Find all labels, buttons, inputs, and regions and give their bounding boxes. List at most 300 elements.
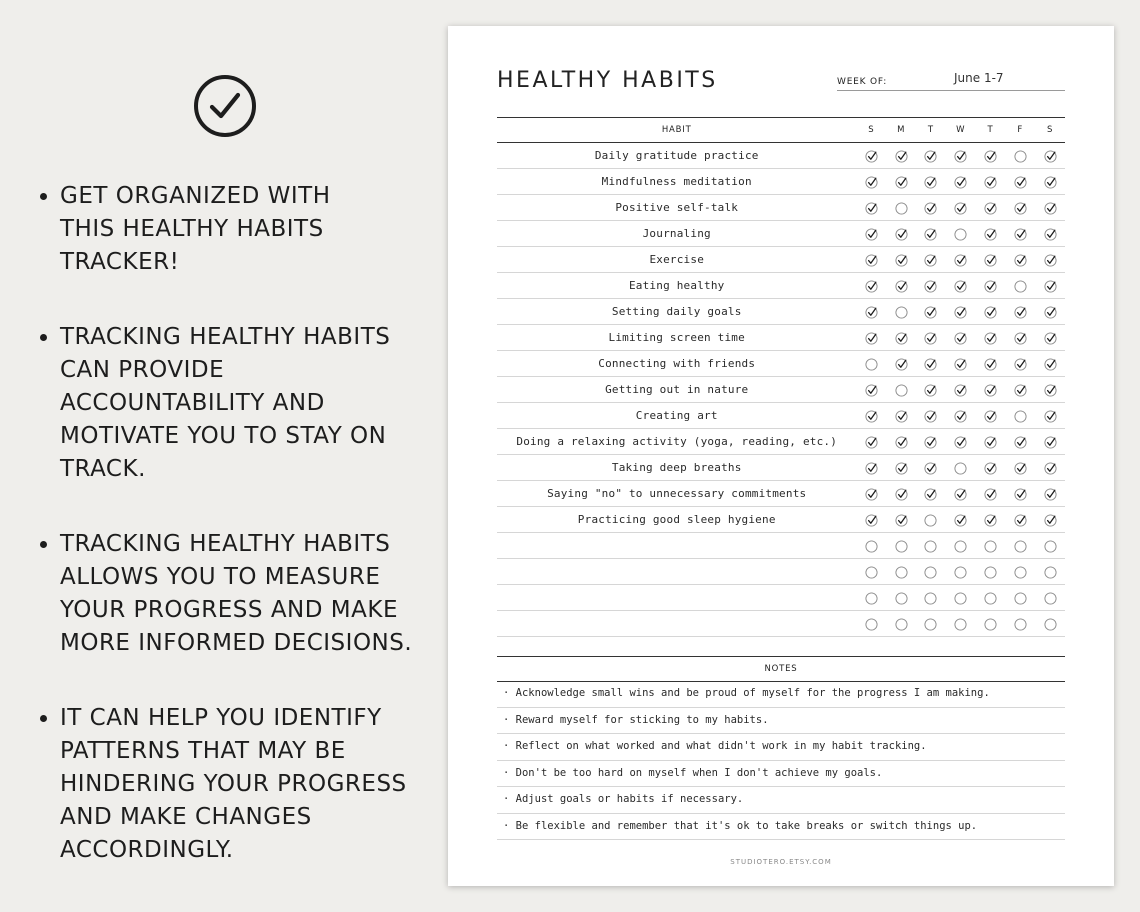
day-cell [1035,611,1065,637]
day-cell [1005,169,1035,195]
day-cell [856,169,886,195]
empty-circle-icon[interactable] [984,566,997,579]
day-cell [856,611,886,637]
day-cell [976,429,1006,455]
checked-circle-icon[interactable] [895,488,908,501]
checked-circle-icon[interactable] [954,176,967,189]
checked-circle-icon[interactable] [1014,514,1027,527]
day-cell [856,507,886,533]
empty-circle-icon[interactable] [954,566,967,579]
habit-row [497,299,1065,325]
empty-circle-icon[interactable] [954,540,967,553]
checked-circle-icon[interactable] [865,488,878,501]
empty-circle-icon[interactable] [865,540,878,553]
checked-circle-icon[interactable] [1044,228,1057,241]
habit-name[interactable] [497,611,856,637]
habit-row [497,429,1065,455]
day-cell [886,507,916,533]
checked-circle-icon[interactable] [895,462,908,475]
day-cell [946,221,976,247]
day-cell [856,429,886,455]
day-cell [916,221,946,247]
day-cell [1005,481,1035,507]
day-cell [1005,221,1035,247]
day-cell [1035,169,1065,195]
checked-circle-icon[interactable] [865,410,878,423]
checked-circle-icon[interactable] [924,254,937,267]
empty-circle-icon[interactable] [1044,566,1057,579]
checked-circle-icon[interactable] [924,332,937,345]
checked-circle-icon[interactable] [984,332,997,345]
habit-table [497,117,1065,637]
checked-circle-icon[interactable] [1014,254,1027,267]
habit-row [497,351,1065,377]
checked-circle-icon[interactable] [865,332,878,345]
habit-name[interactable]: Daily gratitude practice [497,143,856,169]
day-cell [916,611,946,637]
day-cell [886,143,916,169]
day-cell [856,559,886,585]
day-cell [1005,143,1035,169]
notes-header: NOTES [497,656,1065,682]
day-cell [916,481,946,507]
day-cell [1035,429,1065,455]
day-cell [946,169,976,195]
habit-row [497,533,1065,559]
checked-circle-icon[interactable] [984,410,997,423]
day-cell [976,247,1006,273]
checked-circle-icon[interactable] [865,462,878,475]
checked-circle-icon[interactable] [954,332,967,345]
checked-circle-icon[interactable] [865,176,878,189]
day-cell [1005,559,1035,585]
feature-bullet: IT CAN HELP YOU IDENTIFY PATTERNS THAT MAY BE HINDERING YOUR PROGRESS AND MAKE CHANGES ACCORDINGLY. [38,702,430,867]
checked-circle-icon[interactable] [865,254,878,267]
day-cell [1005,533,1035,559]
checked-circle-icon[interactable] [954,358,967,371]
day-cell [886,273,916,299]
empty-circle-icon[interactable] [1014,540,1027,553]
day-cell [886,585,916,611]
checked-circle-icon[interactable] [984,280,997,293]
empty-circle-icon[interactable] [984,540,997,553]
note-item: · Adjust goals or habits if necessary. [497,787,1065,814]
note-item: · Reward myself for sticking to my habits. [497,708,1065,735]
checked-circle-icon[interactable] [924,436,937,449]
day-cell [1005,403,1035,429]
empty-circle-icon[interactable] [1014,618,1027,631]
checked-circle-icon[interactable] [1044,332,1057,345]
day-cell [1005,195,1035,221]
checked-circle-icon[interactable] [1014,228,1027,241]
checked-circle-icon[interactable] [984,384,997,397]
empty-circle-icon[interactable] [1044,618,1057,631]
day-cell [886,455,916,481]
habit-row [497,195,1065,221]
feature-bullets [38,180,436,909]
note-item: · Don't be too hard on myself when I don't achieve my goals. [497,761,1065,788]
day-cell [976,351,1006,377]
day-cell [1035,585,1065,611]
habit-tracker-sheet [448,26,1114,886]
day-cell [916,351,946,377]
checked-circle-icon[interactable] [895,436,908,449]
checked-circle-icon[interactable] [954,410,967,423]
empty-circle-icon[interactable] [865,618,878,631]
day-cell [916,429,946,455]
day-cell [916,195,946,221]
checked-circle-icon[interactable] [924,462,937,475]
checked-circle-icon[interactable] [1014,176,1027,189]
day-cell [916,325,946,351]
habit-name[interactable]: Eating healthy [497,273,856,299]
habit-name[interactable]: Taking deep breaths [497,455,856,481]
checked-circle-icon[interactable] [865,280,878,293]
checked-circle-icon[interactable] [984,488,997,501]
checked-circle-icon[interactable] [865,514,878,527]
checked-circle-icon[interactable] [895,254,908,267]
checked-circle-icon[interactable] [1044,202,1057,215]
checked-circle-icon[interactable] [924,384,937,397]
checked-circle-icon[interactable] [1014,202,1027,215]
day-cell [1035,403,1065,429]
day-cell [856,143,886,169]
empty-circle-icon[interactable] [954,592,967,605]
week-of-label: WEEK OF: [837,77,888,87]
day-cell [886,195,916,221]
day-cell [886,403,916,429]
day-cell [1005,351,1035,377]
day-cell [856,221,886,247]
day-cell [886,325,916,351]
day-column-header: T [916,118,946,143]
habit-name[interactable]: Journaling [497,221,856,247]
day-cell [976,195,1006,221]
day-cell [1035,143,1065,169]
day-cell [1005,325,1035,351]
habit-name[interactable] [497,559,856,585]
day-column-header: S [856,118,886,143]
day-cell [1005,247,1035,273]
day-cell [946,455,976,481]
day-cell [886,429,916,455]
day-cell [976,533,1006,559]
day-cell [856,351,886,377]
day-cell [976,481,1006,507]
day-cell [976,455,1006,481]
day-cell [1035,455,1065,481]
day-cell [916,455,946,481]
feature-bullet: GET ORGANIZED WITH THIS HEALTHY HABITS TRACKER! [38,180,390,279]
checked-circle-icon[interactable] [895,410,908,423]
empty-circle-icon[interactable] [984,592,997,605]
checked-circle-icon[interactable] [924,358,937,371]
checked-circle-icon[interactable] [1014,358,1027,371]
empty-circle-icon[interactable] [865,592,878,605]
checked-circle-icon[interactable] [1044,488,1057,501]
day-cell [1005,299,1035,325]
checked-circle-icon[interactable] [1014,488,1027,501]
empty-circle-icon[interactable] [895,202,908,215]
checked-circle-icon[interactable] [895,228,908,241]
checked-circle-icon[interactable] [1044,254,1057,267]
day-cell [1035,195,1065,221]
day-cell [856,195,886,221]
habit-name[interactable]: Positive self-talk [497,195,856,221]
empty-circle-icon[interactable] [895,306,908,319]
empty-circle-icon[interactable] [924,540,937,553]
empty-circle-icon[interactable] [1014,150,1027,163]
checked-circle-icon[interactable] [954,488,967,501]
week-of-underline [837,90,1065,91]
day-cell [886,169,916,195]
habit-name[interactable]: Getting out in nature [497,377,856,403]
notes-list [497,681,1065,840]
empty-circle-icon[interactable] [895,540,908,553]
checked-circle-icon[interactable] [1014,436,1027,449]
checked-circle-icon[interactable] [895,358,908,371]
day-cell [856,247,886,273]
checked-circle-icon[interactable] [954,280,967,293]
day-cell [886,351,916,377]
empty-circle-icon[interactable] [1044,540,1057,553]
day-cell [1035,377,1065,403]
day-cell [1035,221,1065,247]
day-cell [976,299,1006,325]
day-cell [1035,351,1065,377]
habit-name[interactable]: Connecting with friends [497,351,856,377]
day-cell [1005,273,1035,299]
checked-circle-icon[interactable] [984,176,997,189]
checked-circle-icon[interactable] [1044,306,1057,319]
checked-circle-icon[interactable] [1044,462,1057,475]
day-cell [946,429,976,455]
checked-circle-icon[interactable] [895,176,908,189]
habit-row [497,585,1065,611]
empty-circle-icon[interactable] [954,618,967,631]
empty-circle-icon[interactable] [1014,592,1027,605]
checked-circle-icon[interactable] [924,228,937,241]
day-cell [886,481,916,507]
footer-url: STUDIOTERO.ETSY.COM [730,858,832,866]
empty-circle-icon[interactable] [924,592,937,605]
checked-circle-icon[interactable] [984,514,997,527]
checked-circle-icon[interactable] [865,436,878,449]
day-cell [976,585,1006,611]
day-cell [946,533,976,559]
day-cell [1035,507,1065,533]
habit-name[interactable]: Mindfulness meditation [497,169,856,195]
day-cell [976,403,1006,429]
day-cell [856,403,886,429]
checked-circle-icon[interactable] [1044,384,1057,397]
day-cell [976,507,1006,533]
day-cell [946,195,976,221]
checked-circle-icon[interactable] [984,254,997,267]
checked-circle-icon[interactable] [954,514,967,527]
day-cell [946,507,976,533]
habit-row [497,377,1065,403]
day-cell [916,403,946,429]
day-cell [886,559,916,585]
checked-circle-icon[interactable] [924,176,937,189]
checked-circle-icon[interactable] [895,514,908,527]
habit-row [497,273,1065,299]
habit-name[interactable]: Exercise [497,247,856,273]
checked-circle-icon[interactable] [924,150,937,163]
checked-circle-icon[interactable] [865,384,878,397]
checked-circle-icon[interactable] [1044,280,1057,293]
empty-circle-icon[interactable] [984,618,997,631]
checked-circle-icon[interactable] [1014,384,1027,397]
day-cell [1035,481,1065,507]
habit-row [497,611,1065,637]
day-cell [886,377,916,403]
day-cell [946,325,976,351]
day-cell [856,273,886,299]
day-cell [916,273,946,299]
note-item: · Be flexible and remember that it's ok to take breaks or switch things up. [497,814,1065,841]
checked-circle-icon[interactable] [865,228,878,241]
habit-rows [497,143,1065,637]
checked-circle-icon[interactable] [984,436,997,449]
habit-name[interactable]: Practicing good sleep hygiene [497,507,856,533]
checked-circle-icon[interactable] [984,358,997,371]
checked-circle-icon[interactable] [865,202,878,215]
day-cell [946,481,976,507]
checked-circle-icon[interactable] [984,150,997,163]
day-cell [976,169,1006,195]
empty-circle-icon[interactable] [924,618,937,631]
habit-row [497,169,1065,195]
day-cell [1035,325,1065,351]
day-cell [916,507,946,533]
checked-circle-icon[interactable] [895,332,908,345]
day-cell [976,143,1006,169]
day-cell [886,299,916,325]
checked-circle-icon[interactable] [895,280,908,293]
day-cell [1035,273,1065,299]
day-cell [916,533,946,559]
checked-circle-icon[interactable] [984,462,997,475]
day-cell [856,585,886,611]
checked-circle-icon[interactable] [984,202,997,215]
checked-circle-icon[interactable] [954,436,967,449]
habit-row [497,143,1065,169]
checked-circle-icon[interactable] [1044,436,1057,449]
habit-name[interactable]: Setting daily goals [497,299,856,325]
day-cell [886,611,916,637]
day-cell [856,299,886,325]
day-column-header: F [1005,118,1035,143]
day-cell [916,143,946,169]
checked-circle-icon[interactable] [865,306,878,319]
empty-circle-icon[interactable] [865,566,878,579]
checked-circle-icon[interactable] [1014,306,1027,319]
day-cell [946,403,976,429]
day-cell [976,559,1006,585]
checked-circle-icon[interactable] [1044,410,1057,423]
checked-circle-icon[interactable] [895,150,908,163]
habit-name[interactable]: Saying "no" to unnecessary commitments [497,481,856,507]
day-cell [856,325,886,351]
day-cell [886,533,916,559]
checked-circle-icon[interactable] [924,280,937,293]
day-cell [946,351,976,377]
checked-circle-icon[interactable] [1044,358,1057,371]
checked-circle-icon[interactable] [924,410,937,423]
empty-circle-icon[interactable] [895,592,908,605]
checked-circle-icon[interactable] [954,150,967,163]
day-column-header: W [946,118,976,143]
empty-circle-icon[interactable] [895,618,908,631]
day-cell [1035,559,1065,585]
habit-name[interactable]: Limiting screen time [497,325,856,351]
checked-circle-icon[interactable] [1014,462,1027,475]
day-cell [1005,377,1035,403]
empty-circle-icon[interactable] [954,462,967,475]
empty-circle-icon[interactable] [924,514,937,527]
feature-bullet: TRACKING HEALTHY HABITS ALLOWS YOU TO MEASURE YOUR PROGRESS AND MAKE MORE INFORMED DECISIONS. [38,528,440,660]
empty-circle-icon[interactable] [1014,410,1027,423]
empty-circle-icon[interactable] [954,228,967,241]
checked-circle-icon[interactable] [954,254,967,267]
checked-circle-icon[interactable] [1044,176,1057,189]
habit-name[interactable] [497,585,856,611]
habit-row [497,247,1065,273]
checked-circle-icon[interactable] [924,306,937,319]
empty-circle-icon[interactable] [1014,566,1027,579]
note-item: · Reflect on what worked and what didn't work in my habit tracking. [497,734,1065,761]
checked-circle-icon[interactable] [865,150,878,163]
day-cell [916,247,946,273]
checked-circle-icon[interactable] [984,228,997,241]
note-item: · Acknowledge small wins and be proud of myself for the progress I am making. [497,681,1065,708]
week-of-value[interactable]: June 1-7 [954,71,1004,85]
empty-circle-icon[interactable] [1044,592,1057,605]
checked-circle-icon[interactable] [954,384,967,397]
day-cell [1005,429,1035,455]
checked-circle-icon[interactable] [1014,332,1027,345]
checked-circle-icon[interactable] [954,306,967,319]
day-cell [1005,455,1035,481]
day-cell [976,377,1006,403]
habit-name[interactable] [497,533,856,559]
day-cell [946,273,976,299]
checked-circle-icon[interactable] [924,202,937,215]
empty-circle-icon[interactable] [924,566,937,579]
day-cell [946,585,976,611]
habit-name[interactable]: Creating art [497,403,856,429]
checked-circle-icon[interactable] [1044,150,1057,163]
day-cell [856,481,886,507]
checked-circle-icon[interactable] [1044,514,1057,527]
habit-name[interactable]: Doing a relaxing activity (yoga, reading, etc.) [497,429,856,455]
day-cell [1005,585,1035,611]
empty-circle-icon[interactable] [895,384,908,397]
empty-circle-icon[interactable] [1014,280,1027,293]
empty-circle-icon[interactable] [865,358,878,371]
checked-circle-icon[interactable] [984,306,997,319]
day-column-header: S [1035,118,1065,143]
day-cell [976,273,1006,299]
checked-circle-icon[interactable] [924,488,937,501]
empty-circle-icon[interactable] [895,566,908,579]
day-cell [946,611,976,637]
day-cell [856,377,886,403]
habit-row [497,507,1065,533]
checked-circle-icon[interactable] [954,202,967,215]
